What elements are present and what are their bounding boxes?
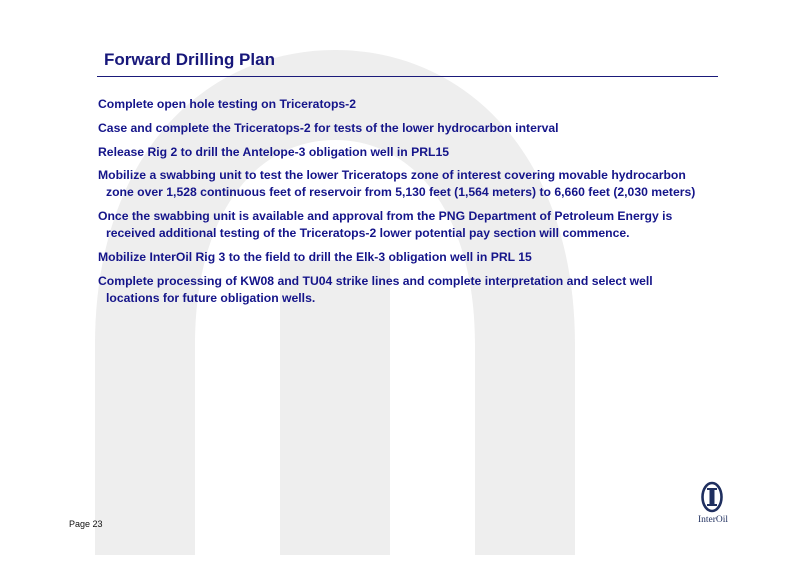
- title-divider: [97, 76, 718, 77]
- bullet-item: Release Rig 2 to drill the Antelope-3 obligation well in PRL15: [98, 144, 450, 159]
- bullet-item: Complete open hole testing on Triceratops-2: [98, 97, 357, 111]
- logo-wordmark: InterOil: [697, 515, 729, 525]
- slide-title: Forward Drilling Plan: [104, 50, 275, 69]
- bullet-item: Case and complete the Triceratops-2 for tests of the lower hydrocarbon interval: [98, 120, 559, 135]
- bullet-item: Mobilize a swabbing unit to test the lower Triceratops zone of interest covering movable hydrocarbon zone over 1,528 continuous feet of reservoir from 5,130 feet (1,564 meters) to 6,660 feet (2,030 meters): [98, 168, 696, 200]
- page-number: Page 23: [69, 519, 103, 529]
- bullet-item: Complete processing of KW08 and TU04 strike lines and complete interpretation and select well locations for future obligation wells.: [98, 273, 653, 305]
- bullet-item: Once the swabbing unit is available and approval from the PNG Department of Petroleum Energy is received additional testing of the Triceratops-2 lower potential pay section will commence.: [98, 209, 673, 241]
- bullet-list: [98, 96, 698, 314]
- bullet-item: Mobilize InterOil Rig 3 to the field to drill the Elk-3 obligation well in PRL 15: [98, 249, 532, 264]
